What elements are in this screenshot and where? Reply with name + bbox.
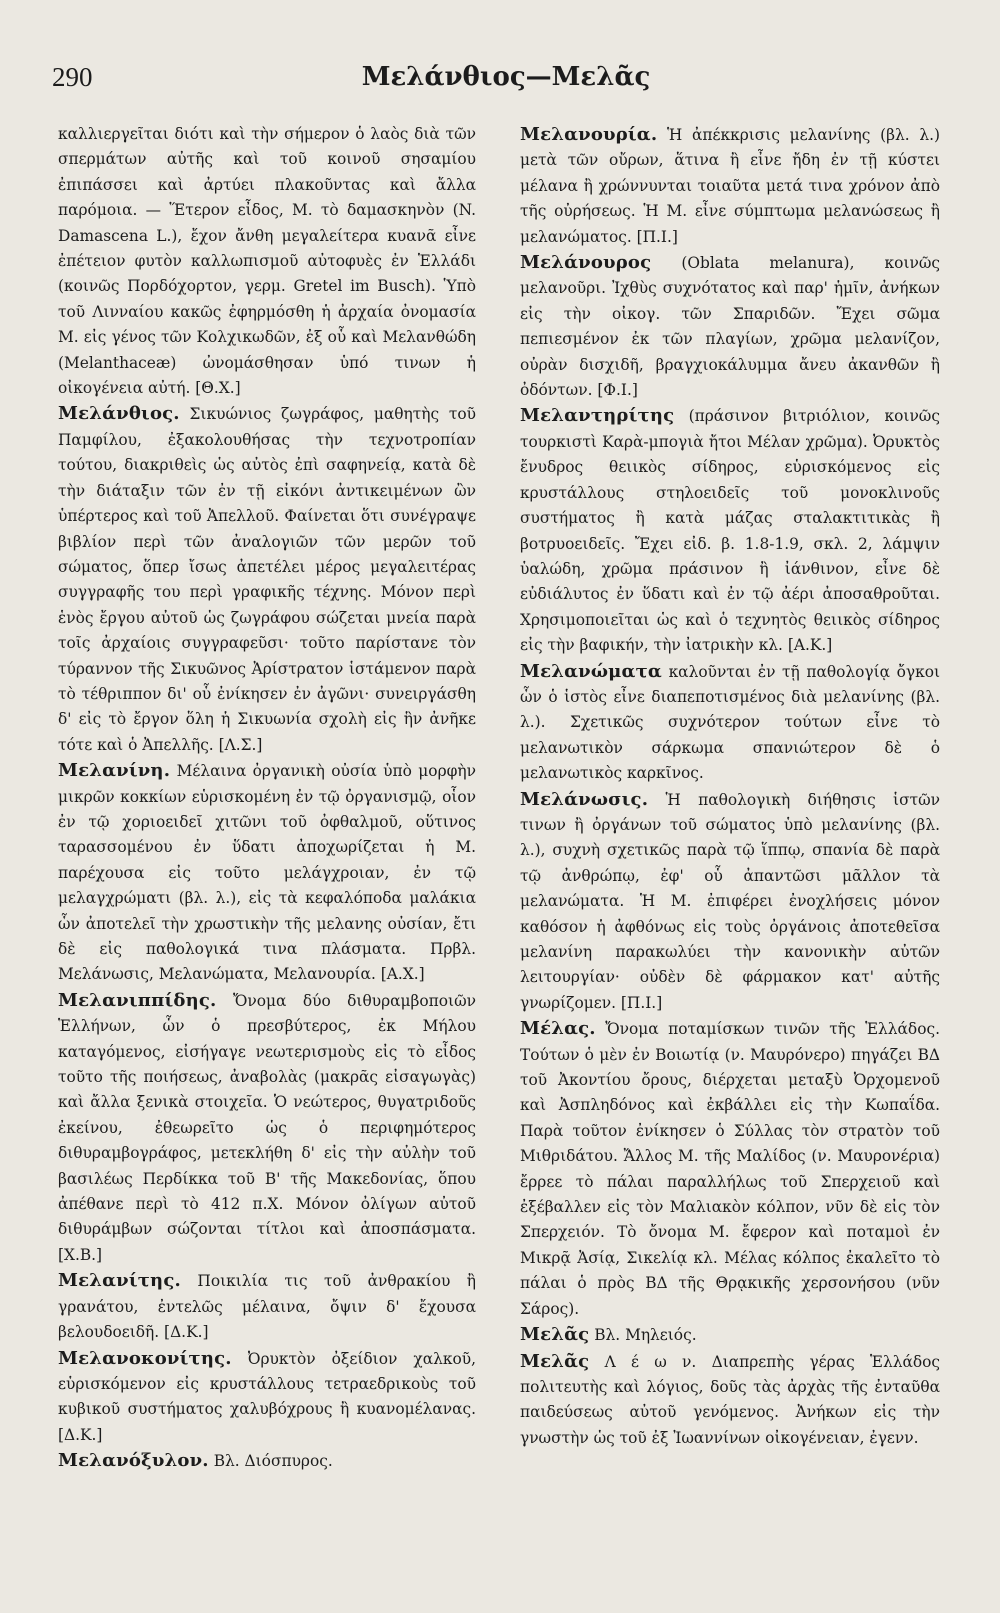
entry-headword: Μελανιππίδης. xyxy=(58,989,217,1011)
entry-headword: Μελανοκονίτης. xyxy=(58,1347,232,1369)
entry-headword: Μελᾶς xyxy=(520,1324,590,1346)
entry-text: Βλ. Διόσπυρος. xyxy=(213,1452,333,1471)
dictionary-entry xyxy=(520,403,940,658)
entry-text: καλλιεργεῖται διότι καὶ τὴν σήμερον ὁ λαὸς διὰ τῶν σπερμάτων αὐτῆς καὶ τοῦ κοινοῦ σησαμίου ἐπιπάσσει καὶ ἀρτύει πλακοῦντας καὶ ἄλλα παρόμοια. — Ἕτερον εἶδος, Μ. τὸ δαμασκηνὸν (N. Damascena L.), ἔχον ἄνθη μεγαλείτερα κυανᾶ εἶνε ἐπέτειον φυτὸν καλλωπισμοῦ αὐτοφυὲς ἐν Ἑλλάδι (κοινῶς Πορδόχορτον, γερμ. Gretel im Busch). Ὑπὸ τοῦ Λινναίου κακῶς ἐφηρμόσθη ἡ ἀρχαία ὀνομασία Μ. εἰς γένος τῶν Κολχικωδῶν, ἐξ οὗ καὶ Μελανθώδη (Melanthaceæ) ὠνομάσθησαν ὑπό τινων ἡ οἰκογένεια αὐτή. [Θ.Χ.] xyxy=(58,125,476,398)
dictionary-entry xyxy=(58,1448,476,1474)
entry-text: Σικυώνιος ζωγράφος, μαθητὴς τοῦ Παμφίλου, ἐξακολουθήσας τὴν τεχνοτροπίαν τούτου, διακριθεὶς ὡς αὐτὸς ἐπὶ σαφηνείᾳ, κατὰ δὲ τὴν διάταξιν τῶν ἐν τῇ εἰκόνι ἀντικειμένων ὢν ὑπέρτερος καὶ τοῦ Ἀπελλοῦ. Φαίνεται ὅτι συνέγραψε βιβλίον περὶ τῶν ἀναλογιῶν τῶν μερῶν τοῦ σώματος, ὅπερ ἴσως ἀπετέλει μέρος μεγαλειτέρας συγγραφῆς του περὶ γραφικῆς τέχνης. Μόνον περὶ ἑνὸς ἔργου αὐτοῦ ὡς ζωγράφου σώζεται μνεία παρὰ τοῖς ἀρχαίοις συγγραφεῦσι· τοῦτο παρίστανε τὸν τύραννον τῆς Σικυῶνος Ἀρίστρατον ἱστάμενον παρὰ τὸ τέθριππον δι' οὗ ἐνίκησεν ἐν ἀγῶνι· συνειργάσθη δ' εἰς τὸ ἔργον ὅλη ἡ Σικυωνία σχολὴ εἰς ἣν ἀνῆκε τότε καὶ ὁ Ἀπελλῆς. [Λ.Σ.] xyxy=(58,405,476,754)
entry-text: Βλ. Μηλειός. xyxy=(594,1326,697,1345)
entry-headword: Μελᾶς xyxy=(520,1350,590,1372)
dictionary-entry xyxy=(58,1268,476,1345)
entry-text: Ὄνομα ποταμίσκων τινῶν τῆς Ἑλλάδος. Τούτων ὁ μὲν ἐν Βοιωτίᾳ (ν. Μαυρόνερο) πηγάζει ΒΔ τοῦ Ἀκοντίου ὄρους, διέρχεται μεταξὺ Ὀρχομενοῦ καὶ Ἀσπληδόνος καὶ ἐκβάλλει εἰς τὴν Κωπαΐδα. Παρὰ τοῦτον ἐνίκησεν ὁ Σύλλας τὸν στρατὸν τοῦ Μιθριδάτου. Ἄλλος Μ. τῆς Μαλίδος (ν. Μαυρονέρια) ἔρρεε τὸ πάλαι παραλλήλως τοῦ Σπερχειοῦ καὶ ἐξέβαλλεν εἰς τὸν Μαλιακὸν κόλπον, νῦν δὲ εἰς τὸν Σπερχειόν. Τὸ ὄνομα Μ. ἔφερον καὶ ποταμοὶ ἐν Μικρᾷ Ἀσίᾳ, Σικελίᾳ κλ. Μέλας κόλπος ἐκαλεῖτο τὸ πάλαι ὁ πρὸς ΒΔ τῆς Θρᾳκικῆς χερσονήσου (νῦν Σάρος). xyxy=(520,1020,940,1318)
entry-headword: Μέλας. xyxy=(520,1018,596,1040)
right-column xyxy=(520,122,940,1451)
dictionary-entry xyxy=(58,401,476,758)
entry-headword: Μελανουρία. xyxy=(520,124,658,145)
running-title: Μελάνθιος—Μελᾶς xyxy=(361,62,651,92)
entry-headword: Μελάνωσις. xyxy=(520,788,649,810)
entry-headword: Μελανίνη. xyxy=(58,760,171,782)
entry-headword: Μελανίτης. xyxy=(58,1270,181,1292)
entry-text: Ὀρυκτὸν ὀξείδιον χαλκοῦ, εὑρισκόμενον εἰς κρυστάλλους τετραεδρικοὺς τοῦ κυβικοῦ συστήματος χαλυβόχρους ἢ κυανομέλανας. [Δ.Κ.] xyxy=(58,1349,476,1444)
dictionary-entry xyxy=(58,1346,476,1449)
entry-headword: Μελάνουρος xyxy=(520,252,652,274)
entry-text: Ἡ παθολογικὴ διήθησις ἱστῶν τινων ἢ ὀργάνων τοῦ σώματος ὑπὸ μελανίνης (βλ. λ.), συχνὴ σχετικῶς παρὰ τῷ ἵππῳ, σπανία δὲ παρὰ τῷ ἀνθρώπῳ, ἐφ' οὗ ἀπαντῶσι μᾶλλον τὰ μελανώματα. Ἡ Μ. ἐπιφέρει ἐνοχλήσεις μόνον καθόσον ἡ ἀφθόνως εἰς τοὺς ὀργάνοις ἀποτεθεῖσα μελανίνη παρακωλύει τὴν κανονικὴν αὐτῶν λειτουργίαν· οὐδὲν δὲ φάρμακον κατ' αὐτῆς γνωρίζομεν. [Π.Ι.] xyxy=(520,790,940,1012)
dictionary-entry xyxy=(58,988,476,1268)
entry-headword: Μελάνθιος. xyxy=(58,403,180,425)
dictionary-entry xyxy=(520,1322,940,1348)
page-header xyxy=(52,62,960,102)
dictionary-entry xyxy=(520,122,940,250)
dictionary-entry xyxy=(520,1016,940,1322)
dictionary-entry xyxy=(520,659,940,787)
entry-headword: Μελαντηρίτης xyxy=(520,405,675,427)
entry-text: Ποικιλία τις τοῦ ἀνθρακίου ἢ γρανάτου, ἐντελῶς μέλαινα, ὄψιν δ' ἔχουσα βελουδοειδῆ. [Δ.Κ.] xyxy=(58,1272,476,1342)
dictionary-entry xyxy=(58,758,476,988)
dictionary-entry xyxy=(58,122,476,401)
entry-headword: Μελανώματα xyxy=(520,660,662,682)
dictionary-entry xyxy=(520,1349,940,1452)
page-number: 290 xyxy=(52,62,93,92)
entry-text: Μέλαινα ὀργανικὴ οὐσία ὑπὸ μορφὴν μικρῶν κοκκίων εὑρισκομένη ἐν τῷ ὀργανισμῷ, οἷον ἐν τῷ χοριοειδεῖ χιτῶνι τοῦ ὀφθαλμοῦ, οὕτινος ταρασσομένου ἐν ὕδατι ἀποχωρίζεται ἡ Μ. παρέχουσα εἰς τοῦτο μελάγχροιαν, ἐν τῷ μελαγχρώματι (βλ. λ.), εἰς τὰ κεφαλόποδα μαλάκια ὧν ἀποτελεῖ τὴν χρωστικὴν τῆς μελανης οὐσίαν, ἔτι δὲ εἰς παθολογικά τινα πλάσματα. Πρβλ. Μελάνωσις, Μελανώματα, Μελανουρία. [Α.Χ.] xyxy=(58,762,476,984)
entry-text: Λ έ ω ν. Διαπρεπὴς γέρας Ἑλλάδος πολιτευτὴς καὶ λόγιος, δοῦς τὰς ἀρχὰς τῆς ἐνταῦθα παιδεύσεως αὐτοῦ γενόμενος. Ἀνήκων εἰς τὴν γνωστὴν ὡς τοῦ ἐξ Ἰωαννίνων οἰκογένειαν, ἐγενν. xyxy=(520,1352,940,1447)
entry-text: (πράσινον βιτριόλιον, κοινῶς τουρκιστὶ Καρὰ-μπογιὰ ἤτοι Μέλαν χρῶμα). Ὀρυκτὸς ἔνυδρος θειικὸς σίδηρος, εὑρισκόμενος εἰς κρυστάλλους στηλοειδεῖς τοῦ μονοκλινοῦς συστήματος ἢ κατὰ μάζας σταλακτιτικὰς ἢ βοτρυοειδεῖς. Ἔχει εἰδ. β. 1.8-1.9, σκλ. 2, λάμψιν ὑαλώδη, χρῶμα πράσινον ἢ ἰάνθινον, εἶνε δὲ εὐδιάλυτος ἐν ὕδατι καὶ ἐν τῷ ἀέρι ἀποσαθροῦται. Χρησιμοποιεῖται ὡς καὶ ὁ τεχνητὸς θειικὸς σίδηρος εἰς τὴν βαφικήν, τὴν ἰατρικὴν κλ. [Α.Κ.] xyxy=(520,407,940,655)
left-column xyxy=(58,122,476,1475)
dictionary-entry xyxy=(520,787,940,1017)
dictionary-entry xyxy=(520,250,940,403)
entry-text: καλοῦνται ἐν τῇ παθολογίᾳ ὄγκοι ὧν ὁ ἱστὸς εἶνε διαπεποτισμένος διὰ μελανίνης (βλ. λ.). Σχετικῶς συχνότερον τούτων εἶνε τὸ μελανωτικὸν σάρκωμα σπανιώτερον δὲ ὁ μελανωτικὸς καρκῖνος. xyxy=(520,662,940,783)
entry-headword: Μελανόξυλον. xyxy=(58,1450,209,1472)
entry-text: Ἡ ἀπέκκρισις μελανίνης (βλ. λ.) μετὰ τῶν οὔρων, ἅτινα ἢ εἶνε ἤδη ἐν τῇ κύστει μέλανα ἢ χρώννυνται τοιαῦτα μετά τινα χρόνον ἀπὸ τῆς οὐρήσεως. Ἡ Μ. εἶνε σύμπτωμα μελανώσεως ἢ μελανώματος. [Π.Ι.] xyxy=(520,126,940,246)
entry-text: Ὄνομα δύο διθυραμβοποιῶν Ἑλλήνων, ὧν ὁ πρεσβύτερος, ἐκ Μήλου καταγόμενος, εἰσήγαγε νεωτερισμοὺς εἰς τὸ εἶδος τοῦτο τῆς ποιήσεως, ἀναβολὰς (μακρᾶς εἰσαγωγὰς) καὶ ἄλλα ξενικὰ στοιχεῖα. Ὁ νεώτερος, θυγατριδοῦς ἐκείνου, ἐθεωρεῖτο ὡς ὁ περιφημότερος διθυραμβογράφος, μετεκλήθη δ' εἰς τὴν αὐλὴν τοῦ βασιλέως Περδίκκα τοῦ Β' τῆς Μακεδονίας, ὅπου ἀπέθανε περὶ τὸ 412 π.Χ. Μόνον ὀλίγων αὐτοῦ διθυράμβων σώζονται τίτλοι καὶ ἀποσπάσματα. [Χ.Β.] xyxy=(58,991,476,1264)
entry-text: (Oblata melanura), κοινῶς μελανοῦρι. Ἰχθὺς συχνότατος καὶ παρ' ἡμῖν, ἀνήκων εἰς τὴν οἰκογ. τῶν Σπαριδῶν. Ἔχει σῶμα πεπιεσμένον ἐκ τῶν πλαγίων, χρῶμα μελανίζον, οὐρὰν δισχιδῆ, βραγχιοκάλυμμα ἄνευ ἀκανθῶν ἢ ὀδόντων. [Φ.Ι.] xyxy=(520,254,940,400)
